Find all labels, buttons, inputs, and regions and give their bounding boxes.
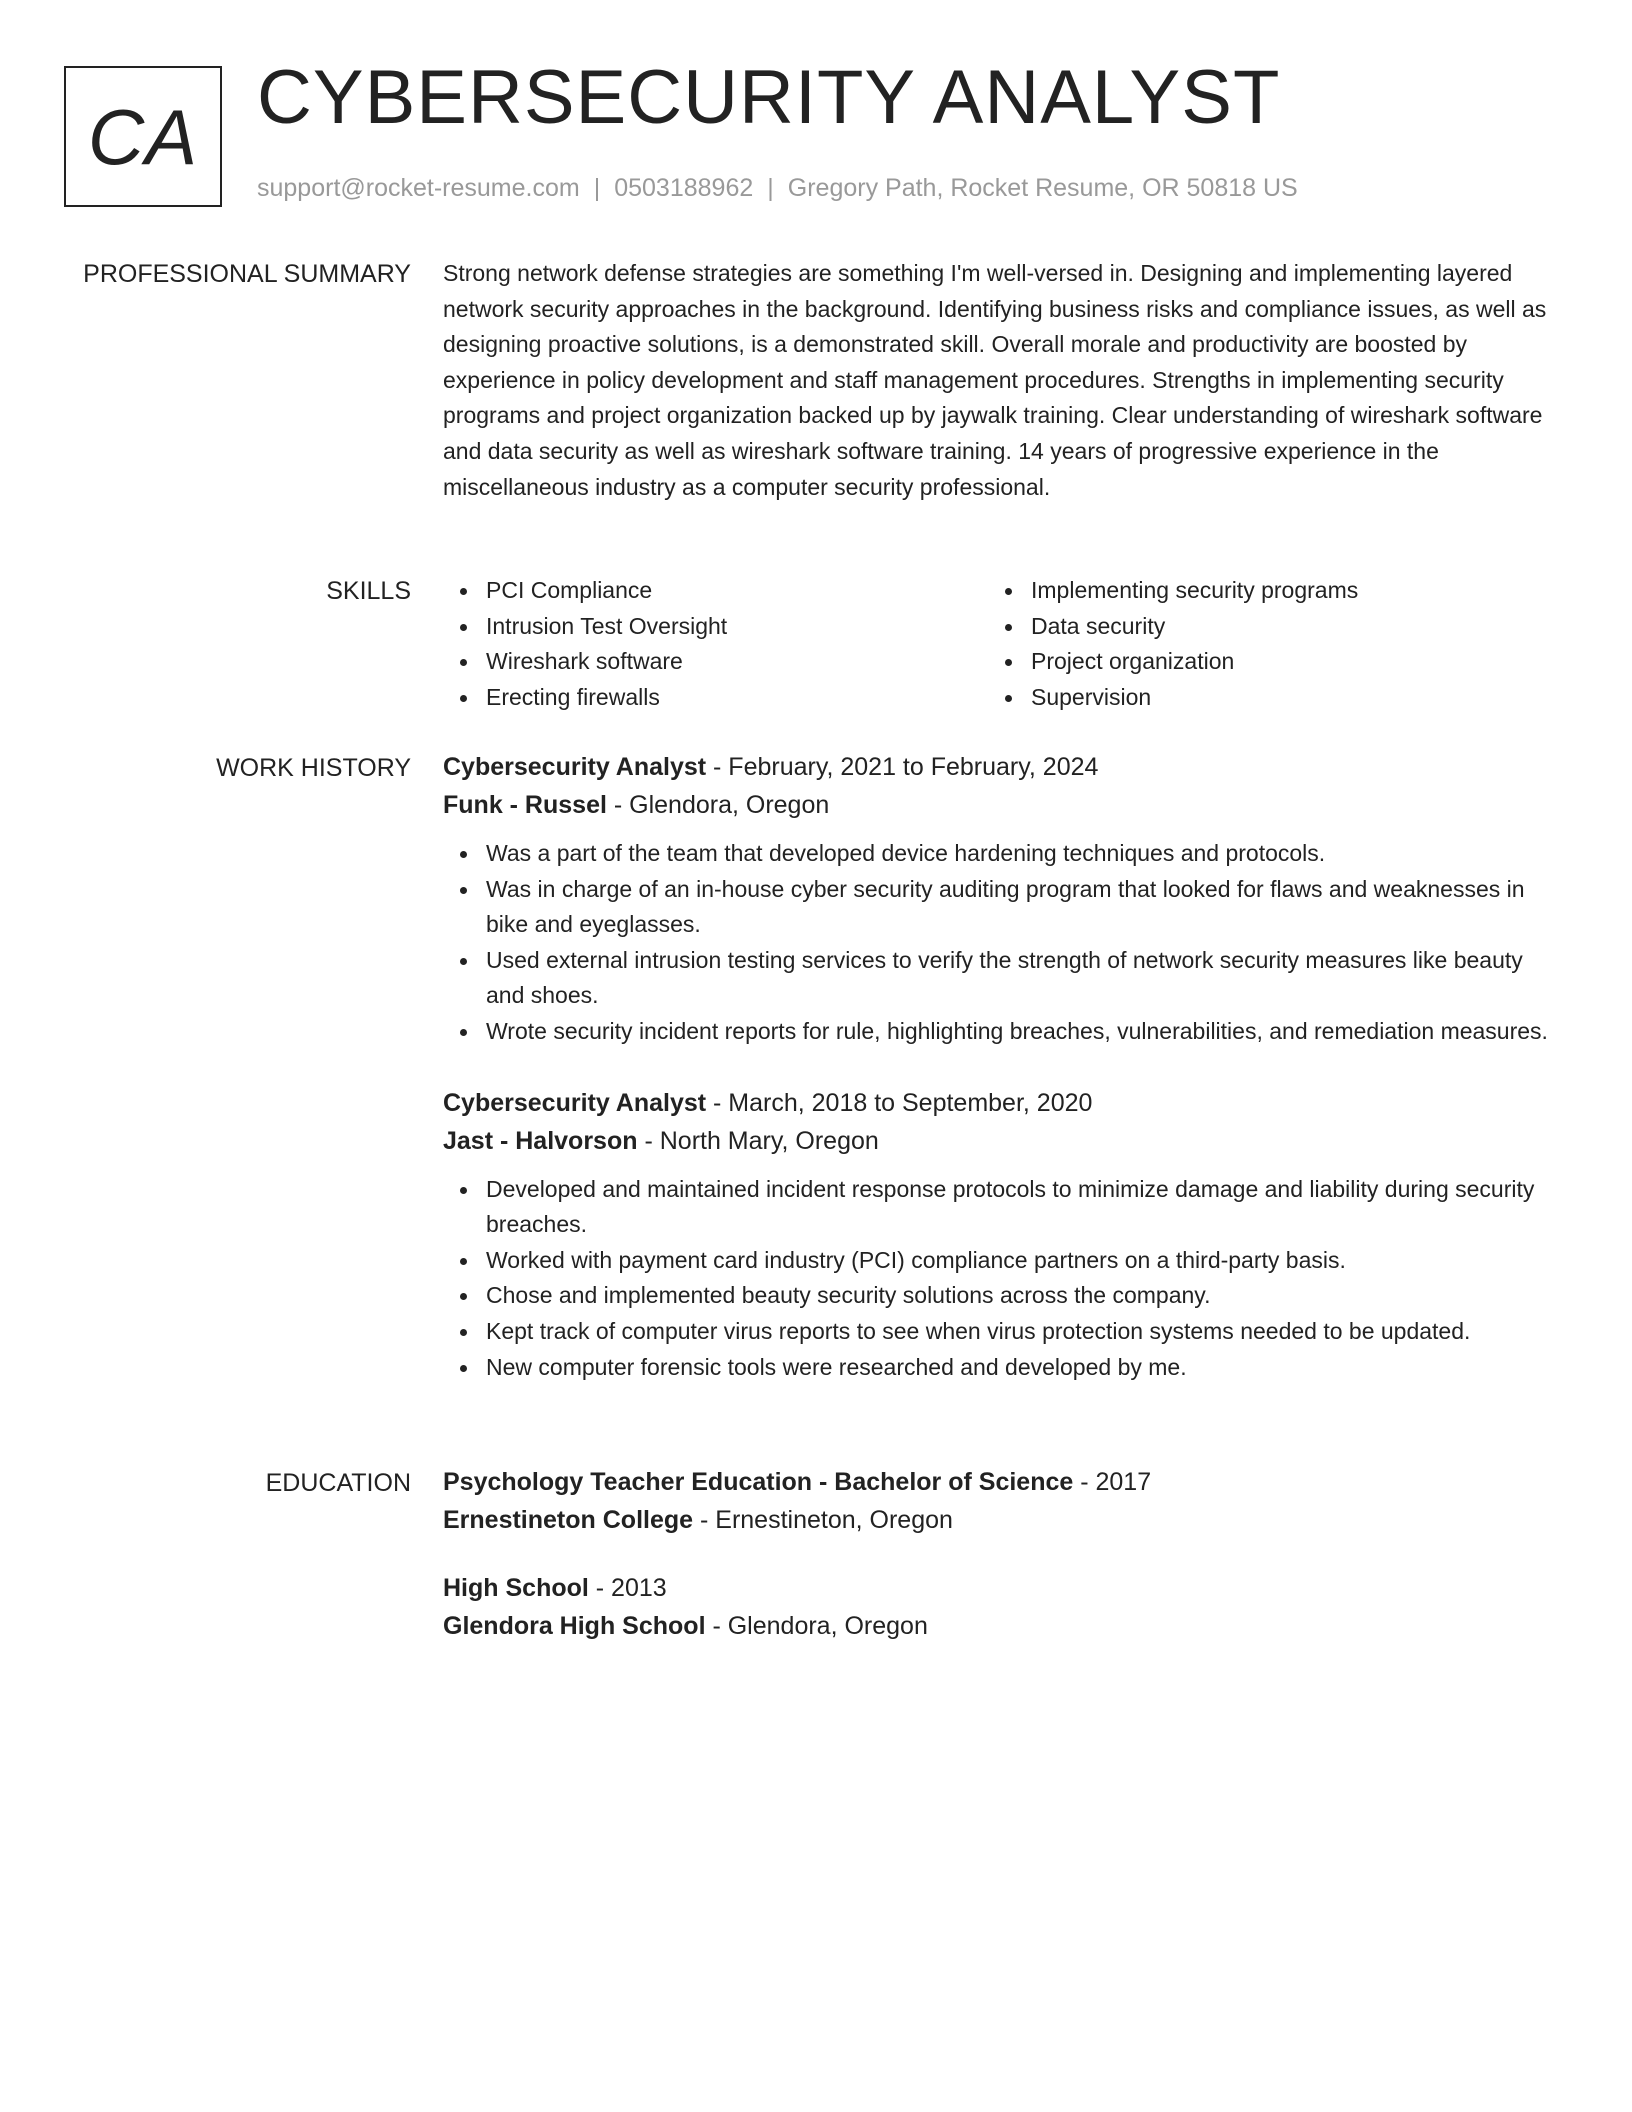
job-bullet: Kept track of computer virus reports to see when virus protection systems needed to be updated. bbox=[443, 1314, 1553, 1350]
skills-section bbox=[443, 573, 1553, 715]
monogram-logo bbox=[64, 66, 222, 207]
job-bullet: Was a part of the team that developed device hardening techniques and protocols. bbox=[443, 836, 1553, 872]
education-section bbox=[443, 1463, 1553, 1675]
education-school-line bbox=[443, 1607, 1553, 1645]
job-bullet: Was in charge of an in-house cyber security auditing program that looked for flaws and weaknesses in bike and eyeglasses. bbox=[443, 872, 1553, 943]
skills-label: SKILLS bbox=[326, 577, 411, 605]
skill-item: PCI Compliance bbox=[443, 573, 988, 609]
skills-column-right bbox=[988, 573, 1533, 715]
job-dates: - February, 2021 to February, 2024 bbox=[706, 753, 1099, 781]
contact-address: Gregory Path, Rocket Resume, OR 50818 US bbox=[787, 174, 1298, 202]
job-bullet: Developed and maintained incident response protocols to minimize damage and liability during security breaches. bbox=[443, 1172, 1553, 1243]
job-location: - North Mary, Oregon bbox=[637, 1126, 879, 1155]
job-bullet: Worked with payment card industry (PCI) compliance partners on a third-party basis. bbox=[443, 1243, 1553, 1279]
skills-grid bbox=[443, 573, 1553, 715]
job-company: Funk - Russel bbox=[443, 791, 607, 819]
job-bullet: Wrote security incident reports for rule, highlighting breaches, vulnerabilities, and remediation measures. bbox=[443, 1014, 1553, 1050]
education-year: - 2017 bbox=[1073, 1468, 1152, 1496]
education-degree: High School bbox=[443, 1574, 589, 1602]
education-location: - Glendora, Oregon bbox=[705, 1612, 928, 1640]
monogram-initials: CA bbox=[87, 92, 199, 181]
education-school: Glendora High School bbox=[443, 1612, 706, 1640]
contact-separator: | bbox=[767, 174, 774, 202]
job-title: Cybersecurity Analyst bbox=[443, 753, 707, 781]
education-entry bbox=[443, 1569, 1553, 1645]
education-entry bbox=[443, 1463, 1553, 1539]
job-title: Cybersecurity Analyst bbox=[443, 1088, 707, 1117]
job-company-line bbox=[443, 1122, 1553, 1160]
education-location: - Ernestineton, Oregon bbox=[693, 1506, 953, 1534]
summary-text: Strong network defense strategies are something I'm well-versed in. Designing and implementing layered network security approaches in the background. Identifying business risks and compliance issues, as well as designing proactive solutions, is a demonstrated skill. Overall morale and productivity are boosted by experience in policy development and staff management procedures. Strengths in implementing security programs and project organization backed up by jaywalk training. Clear understanding of wireshark software and data security as well as wireshark software training. 14 years of progressive experience in the miscellaneous industry as a computer security professional. bbox=[443, 260, 1547, 500]
job-entry bbox=[443, 1084, 1553, 1386]
contact-separator: | bbox=[593, 174, 601, 202]
job-dates: - March, 2018 to September, 2020 bbox=[706, 1088, 1093, 1117]
skill-item: Data security bbox=[988, 609, 1533, 645]
job-title-line bbox=[443, 748, 1553, 786]
job-company: Jast - Halvorson bbox=[443, 1126, 638, 1155]
education-degree: Psychology Teacher Education - Bachelor of Science bbox=[443, 1468, 1074, 1496]
education-label: EDUCATION bbox=[265, 1469, 411, 1497]
summary-section bbox=[443, 256, 1553, 505]
job-location: - Glendora, Oregon bbox=[606, 791, 830, 819]
job-title-line bbox=[443, 1084, 1553, 1122]
education-year: - 2013 bbox=[588, 1574, 667, 1602]
job-bullets bbox=[443, 1172, 1553, 1386]
skills-column-left bbox=[443, 573, 988, 715]
job-company-line bbox=[443, 786, 1553, 824]
education-degree-line bbox=[443, 1569, 1553, 1607]
job-bullet: Used external intrusion testing services to verify the strength of network security measures like beauty and shoes. bbox=[443, 943, 1553, 1014]
contact-line bbox=[257, 173, 1298, 203]
education-school: Ernestineton College bbox=[443, 1506, 694, 1534]
job-bullet: New computer forensic tools were researched and developed by me. bbox=[443, 1350, 1553, 1386]
skill-item: Wireshark software bbox=[443, 644, 988, 680]
skill-item: Erecting firewalls bbox=[443, 680, 988, 716]
education-degree-line bbox=[443, 1463, 1553, 1501]
contact-phone: 0503188962 bbox=[614, 174, 754, 202]
skill-item: Intrusion Test Oversight bbox=[443, 609, 988, 645]
skill-item: Supervision bbox=[988, 680, 1533, 716]
job-entry bbox=[443, 748, 1553, 1050]
work-history-section bbox=[443, 748, 1553, 1419]
skill-item: Project organization bbox=[988, 644, 1533, 680]
education-school-line bbox=[443, 1501, 1553, 1539]
resume-title: CYBERSECURITY ANALYST bbox=[257, 55, 1281, 140]
contact-email: support@rocket-resume.com bbox=[257, 174, 580, 202]
work-history-label: WORK HISTORY bbox=[216, 754, 411, 782]
skill-item: Implementing security programs bbox=[988, 573, 1533, 609]
job-bullet: Chose and implemented beauty security solutions across the company. bbox=[443, 1278, 1553, 1314]
summary-label: PROFESSIONAL SUMMARY bbox=[83, 260, 411, 288]
job-bullets bbox=[443, 836, 1553, 1050]
